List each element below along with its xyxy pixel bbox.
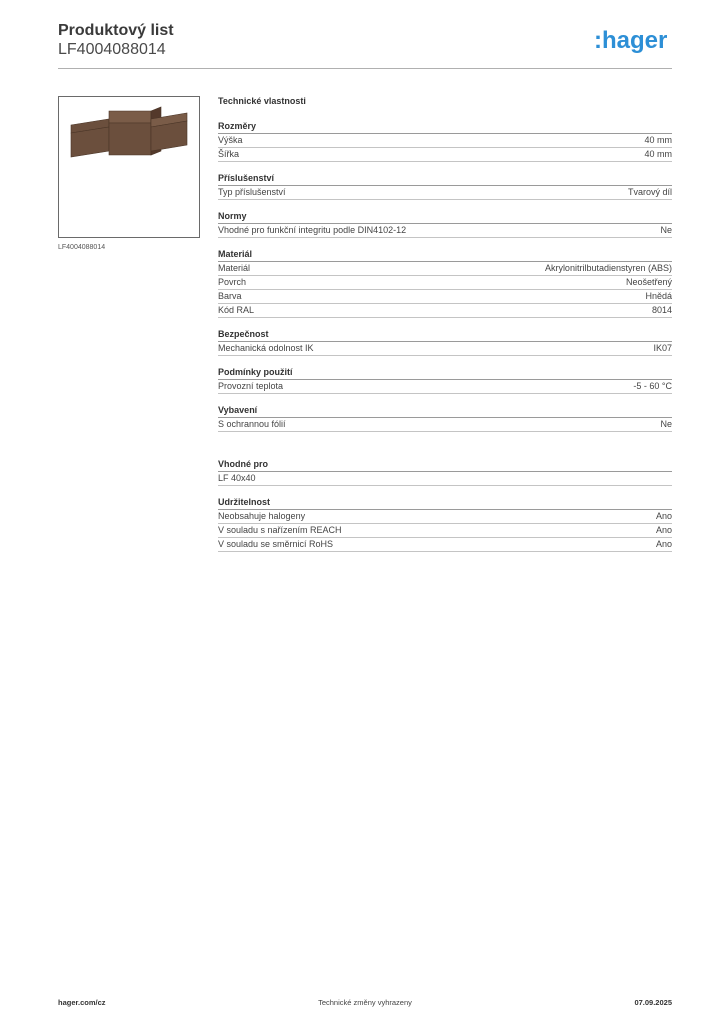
image-caption: LF4004088014	[58, 244, 106, 251]
property-row	[218, 342, 672, 356]
property-row	[218, 538, 672, 552]
property-section	[218, 367, 672, 394]
section-title: Vybavení	[218, 405, 672, 418]
footer-note: Technické změny vyhrazeny	[318, 998, 412, 1007]
property-row	[218, 380, 672, 394]
property-label: Výška	[218, 135, 243, 145]
property-section	[218, 329, 672, 356]
section-title: Podmínky použití	[218, 367, 672, 380]
property-label: V souladu se směrnicí RoHS	[218, 539, 334, 549]
property-section	[218, 405, 672, 432]
property-label: Šířka	[218, 149, 240, 159]
property-row	[218, 290, 672, 304]
section-title: Příslušenství	[218, 173, 672, 186]
property-value: Hnědá	[645, 291, 672, 301]
page-title: Produktový list	[58, 22, 174, 39]
property-row	[218, 304, 672, 318]
section-title: Materiál	[218, 249, 672, 262]
property-value: Neošetřený	[625, 277, 672, 287]
property-label: Materiál	[218, 263, 251, 273]
section-gap	[218, 443, 672, 459]
technical-properties	[218, 96, 672, 563]
property-label: Neobsahuje halogeny	[218, 511, 306, 521]
cable-duct-connector-icon	[59, 97, 199, 237]
property-section	[218, 211, 672, 238]
property-label: S ochrannou fólií	[218, 419, 286, 429]
property-value: Ne	[660, 225, 672, 235]
property-row	[218, 510, 672, 524]
properties-heading: Technické vlastnosti	[218, 96, 306, 106]
property-value: 40 mm	[644, 149, 672, 159]
property-value: -5 - 60 °C	[633, 381, 672, 391]
logo-text: :hager	[594, 27, 668, 54]
property-label: Typ příslušenství	[218, 187, 286, 197]
property-section	[218, 459, 672, 486]
property-row	[218, 134, 672, 148]
property-value: Akrylonitrilbutadienstyren (ABS)	[544, 263, 672, 273]
header-divider	[58, 68, 672, 69]
section-title: Normy	[218, 211, 672, 224]
property-label: Barva	[218, 291, 242, 301]
section-title: Udržitelnost	[218, 497, 672, 510]
property-label: Mechanická odolnost IK	[218, 343, 314, 353]
document-header	[58, 21, 174, 59]
property-label: V souladu s nařízením REACH	[218, 525, 342, 535]
property-row	[218, 148, 672, 162]
property-row	[218, 224, 672, 238]
property-value: 40 mm	[644, 135, 672, 145]
property-row	[218, 262, 672, 276]
property-row	[218, 418, 672, 432]
property-value: Ano	[655, 511, 672, 521]
property-label: LF 40x40	[218, 473, 256, 483]
property-label: Provozní teplota	[218, 381, 284, 391]
property-section	[218, 173, 672, 200]
property-section	[218, 497, 672, 552]
property-row	[218, 186, 672, 200]
property-value: Ne	[660, 419, 672, 429]
property-section	[218, 249, 672, 318]
property-label: Kód RAL	[218, 305, 255, 315]
property-value: Ano	[655, 525, 672, 535]
property-row	[218, 276, 672, 290]
section-title: Bezpečnost	[218, 329, 672, 342]
property-value: Tvarový díl	[627, 187, 672, 197]
section-title: Rozměry	[218, 121, 672, 134]
property-value: IK07	[653, 343, 672, 353]
property-value: 8014	[651, 305, 672, 315]
hager-logo-icon	[594, 26, 674, 56]
property-row	[218, 472, 672, 486]
property-value: Ano	[655, 539, 672, 549]
footer-website: hager.com/cz	[58, 998, 106, 1007]
property-label: Povrch	[218, 277, 247, 287]
product-code: LF4004088014	[58, 41, 166, 58]
section-title: Vhodné pro	[218, 459, 672, 472]
property-label: Vhodné pro funkční integritu podle DIN4102-12	[218, 225, 407, 235]
property-section	[218, 121, 672, 162]
property-row	[218, 524, 672, 538]
product-image	[58, 96, 200, 238]
footer-date: 07.09.2025	[634, 998, 672, 1007]
property-sections	[218, 121, 672, 552]
